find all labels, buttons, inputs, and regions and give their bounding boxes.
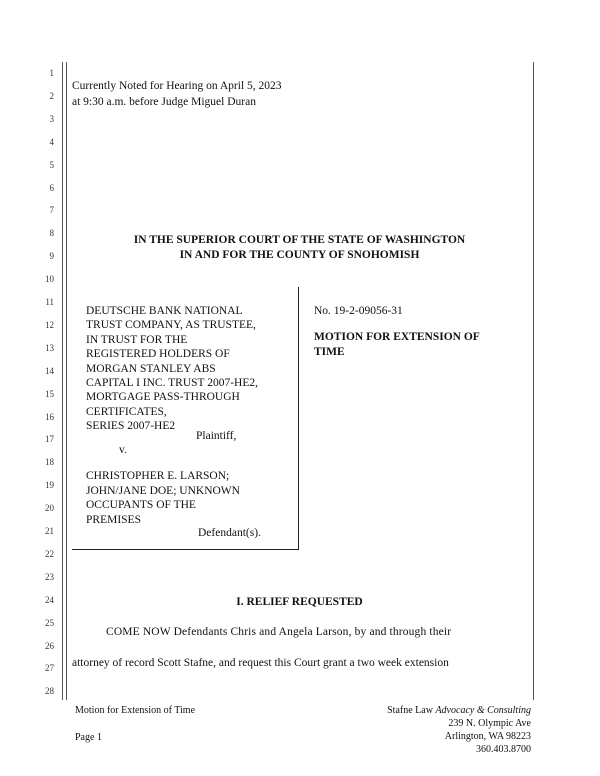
line-number: 6	[49, 182, 54, 193]
body-paragraph-line-2: attorney of record Scott Stafne, and request this Court grant a two week extension	[72, 657, 449, 669]
line-number: 23	[45, 571, 54, 582]
court-heading-line-1: IN THE SUPERIOR COURT OF THE STATE OF WASHINGTON	[133, 234, 466, 246]
left-margin-line-outer	[62, 62, 63, 700]
footer-address-line-1: 239 N. Olympic Ave	[448, 718, 531, 729]
hearing-note-line-1: Currently Noted for Hearing on April 5, 2023	[72, 80, 282, 92]
hearing-note-line-2: at 9:30 a.m. before Judge Miguel Duran	[72, 96, 256, 108]
firm-name-text: Stafne Law	[387, 705, 436, 716]
defendant-name-line: CHRISTOPHER E. LARSON;	[86, 470, 230, 482]
line-number: 28	[45, 686, 54, 697]
caption-bottom-rule	[72, 549, 299, 550]
line-number: 24	[45, 594, 54, 605]
line-number: 12	[45, 319, 54, 330]
line-number: 14	[45, 365, 54, 376]
footer-document-title: Motion for Extension of Time	[75, 705, 196, 716]
line-number: 20	[45, 503, 54, 514]
plaintiff-name-line: CAPITAL I INC. TRUST 2007-HE2,	[86, 377, 259, 389]
defendant-name-line: PREMISES	[86, 513, 141, 526]
footer-address-line-2: Arlington, WA 98223	[444, 731, 531, 742]
line-number: 13	[45, 342, 54, 353]
plaintiff-name-line: DEUTSCHE BANK NATIONAL	[86, 305, 243, 317]
line-number: 26	[45, 640, 54, 651]
line-number: 18	[45, 457, 54, 468]
plaintiff-name-line: SERIES 2007-HE2	[86, 420, 176, 433]
footer-page-number: Page 1	[75, 732, 102, 743]
line-number: 25	[45, 617, 54, 628]
defendant-name-line: JOHN/JANE DOE; UNKNOWN	[86, 484, 240, 497]
line-number: 8	[49, 228, 54, 239]
plaintiff-name-line: CERTIFICATES,	[86, 405, 167, 418]
line-number: 5	[49, 159, 54, 170]
document-title-line-1: MOTION FOR EXTENSION OF	[314, 331, 480, 343]
versus-label: v.	[119, 444, 127, 456]
line-number: 19	[45, 480, 54, 491]
line-number: 11	[45, 297, 54, 307]
right-margin-line	[533, 62, 534, 700]
line-number: 15	[45, 388, 54, 399]
line-number: 9	[49, 251, 54, 262]
section-heading: I. RELIEF REQUESTED	[236, 596, 363, 608]
line-number: 22	[45, 548, 54, 559]
line-number: 21	[45, 526, 54, 536]
line-number: 10	[45, 274, 54, 285]
plaintiff-role: Plaintiff,	[196, 430, 237, 442]
plaintiff-name-line: TRUST COMPANY, AS TRUSTEE,	[86, 319, 256, 332]
caption-vertical-divider	[298, 287, 299, 550]
line-number: 4	[49, 136, 54, 147]
firm-name-italic: Advocacy & Consulting	[435, 705, 531, 716]
plaintiff-name-line: MORGAN STANLEY ABS	[86, 362, 216, 375]
court-heading-line-2: IN AND FOR THE COUNTY OF SNOHOMISH	[179, 249, 420, 261]
line-number: 1	[49, 68, 54, 78]
line-number: 27	[45, 663, 54, 674]
line-number: 2	[49, 90, 54, 101]
plaintiff-name-line: MORTGAGE PASS-THROUGH	[86, 391, 240, 404]
defendant-role: Defendant(s).	[198, 527, 261, 539]
line-number: 16	[45, 411, 54, 422]
plaintiff-name-line: REGISTERED HOLDERS OF	[86, 348, 230, 361]
line-number: 3	[49, 113, 54, 124]
footer-firm-name	[387, 704, 531, 717]
plaintiff-name-line: IN TRUST FOR THE	[86, 333, 188, 346]
line-number: 17	[45, 434, 54, 445]
footer-phone: 360.403.8700	[476, 744, 531, 755]
defendant-name-line: OCCUPANTS OF THE	[86, 499, 196, 511]
line-number: 7	[49, 205, 54, 216]
document-title-line-2: TIME	[314, 346, 345, 358]
case-number: No. 19-2-09056-31	[314, 305, 403, 317]
body-paragraph-line-1: COME NOW Defendants Chris and Angela Larson, by and through their	[106, 626, 452, 638]
